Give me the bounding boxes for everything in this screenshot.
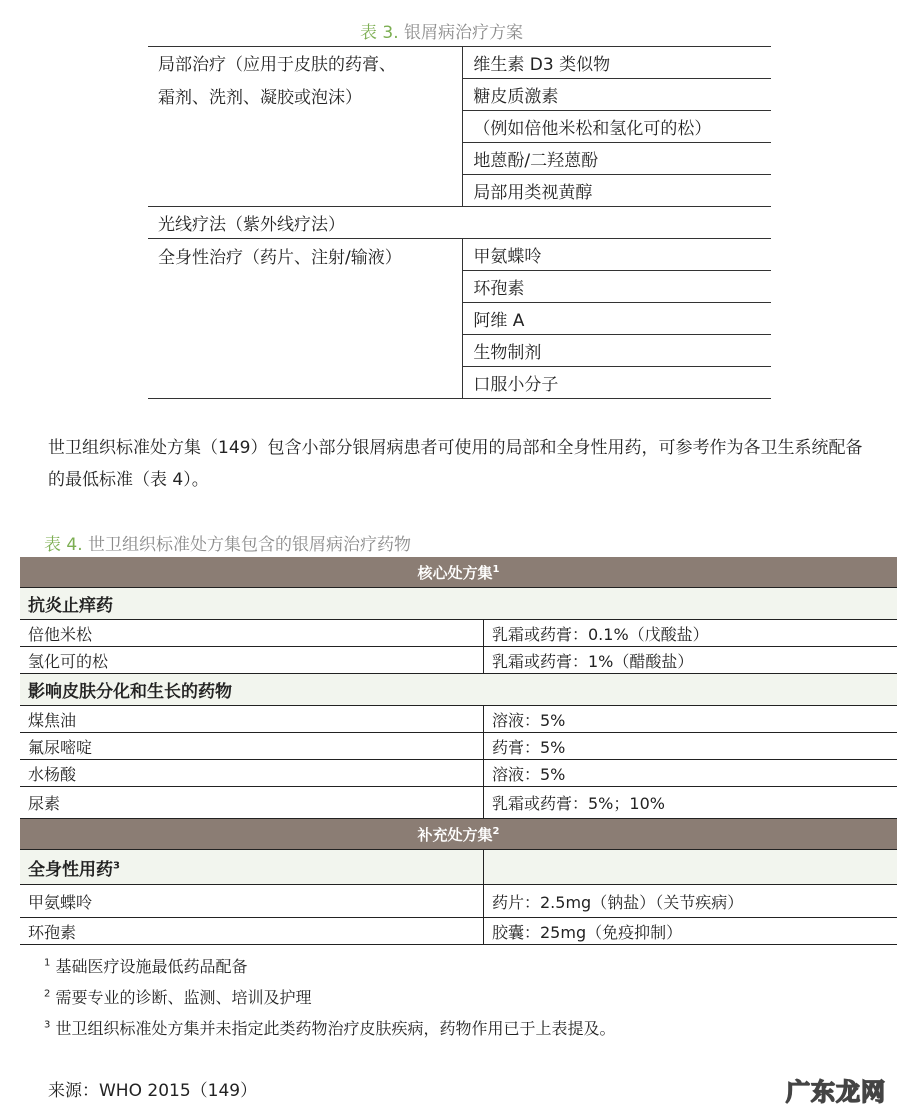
- cell: 局部治疗（应用于皮肤的药膏、: [158, 55, 396, 76]
- cell: 地蒽酚/二羟蒽酚: [463, 143, 771, 175]
- footnote: $^2$ 需要专业的诊断、监测、培训及护理: [44, 988, 312, 1007]
- cell: 糖皮质激素: [463, 79, 771, 111]
- form: 乳霜或药膏：1%（醋酸盐）: [484, 647, 898, 674]
- drug: 氟尿嘧啶: [20, 733, 484, 760]
- group-header: 全身性用药$^3$: [20, 850, 484, 885]
- cell: 阿维 A: [463, 303, 771, 335]
- empty-cell: [484, 850, 898, 885]
- cell: 环孢素: [463, 271, 771, 303]
- complementary-header: 补充处方集$^2$: [20, 819, 897, 850]
- watermark-logo: 广东龙网: [786, 1078, 886, 1106]
- drug: 水杨酸: [20, 760, 484, 787]
- table3-treatment-options: [148, 46, 771, 399]
- form: 乳霜或药膏：5%；10%: [484, 787, 898, 819]
- drug: 倍他米松: [20, 620, 484, 647]
- footnote: $^1$ 基础医疗设施最低药品配备: [44, 957, 248, 976]
- group-header: 抗炎止痒药: [20, 588, 897, 620]
- group-header: 影响皮肤分化和生长的药物: [20, 674, 897, 706]
- drug: 尿素: [20, 787, 484, 819]
- table3-caption: 表 3. 银屑病治疗方案: [360, 23, 524, 43]
- cell: 霜剂、洗剂、凝胶或泡沫）: [158, 87, 362, 108]
- cell: 生物制剂: [463, 335, 771, 367]
- body-paragraph: 世卫组织标准处方集（149）包含小部分银屑病患者可使用的局部和全身性用药，可参考作为各卫生系统配备的最低标准（表 4）。: [48, 438, 863, 490]
- cell: 局部用类视黄醇: [463, 175, 771, 207]
- core-header: 核心处方集$^1$: [20, 557, 897, 588]
- cell: 甲氨蝶呤: [463, 239, 771, 271]
- cell: （例如倍他米松和氢化可的松）: [463, 111, 771, 143]
- table4-caption: 表 4. 世卫组织标准处方集包含的银屑病治疗药物: [44, 535, 412, 555]
- drug: 甲氨蝶呤: [20, 885, 484, 918]
- form: 溶液：5%: [484, 760, 898, 787]
- footnote: $^3$ 世卫组织标准处方集并未指定此类药物治疗皮肤疾病，药物作用已于上表提及。: [44, 1019, 616, 1038]
- form: 溶液：5%: [484, 706, 898, 733]
- table4-who-formulary: [20, 557, 897, 945]
- drug: 氢化可的松: [20, 647, 484, 674]
- drug: 环孢素: [20, 918, 484, 945]
- cell: 维生素 D3 类似物: [463, 47, 771, 79]
- cell: 全身性治疗（药片、注射/输液）: [158, 248, 402, 268]
- form: 药膏：5%: [484, 733, 898, 760]
- drug: 煤焦油: [20, 706, 484, 733]
- cell: 光线疗法（紫外线疗法）: [158, 215, 345, 235]
- source-line: 来源：WHO 2015（149）: [48, 1081, 258, 1101]
- form: 乳霜或药膏：0.1%（戊酸盐）: [484, 620, 898, 647]
- cell: 口服小分子: [463, 367, 771, 399]
- form: 药片：2.5mg（钠盐）（关节疾病）: [484, 885, 898, 918]
- form: 胶囊：25mg（免疫抑制）: [484, 918, 898, 945]
